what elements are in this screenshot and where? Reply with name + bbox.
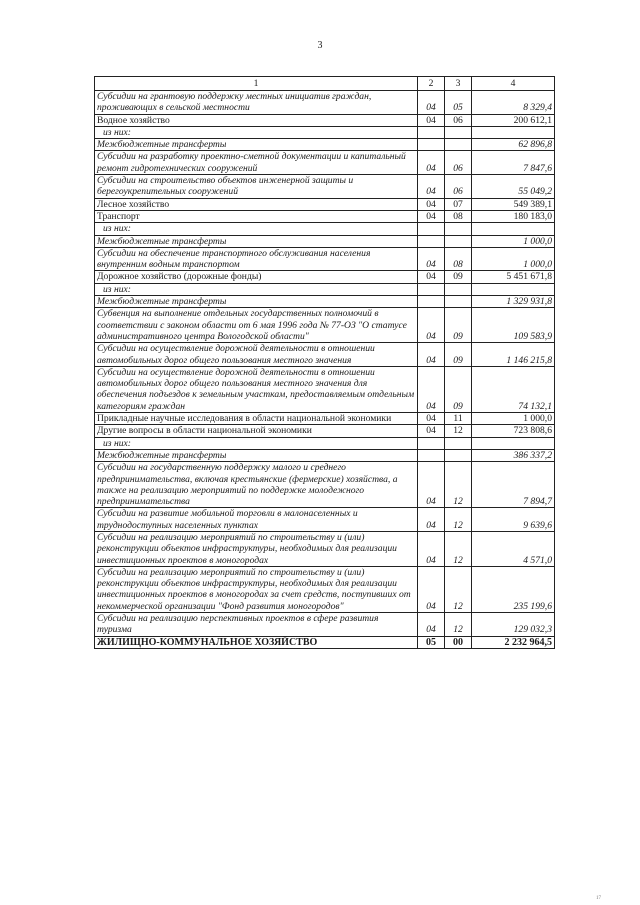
row-section-code: 05 bbox=[418, 636, 445, 648]
table-row bbox=[95, 531, 555, 566]
column-header: 3 bbox=[445, 77, 472, 91]
row-amount: 7 847,6 bbox=[472, 151, 555, 175]
table-body bbox=[95, 91, 555, 649]
row-section-code: 04 bbox=[418, 271, 445, 283]
row-amount: 1 146 215,8 bbox=[472, 343, 555, 367]
table-row bbox=[95, 126, 555, 138]
row-subsection-code: 06 bbox=[445, 114, 472, 126]
row-name: Субвенция на выполнение отдельных государственных полномочий в соответствии с законом области от 6 мая 1996 года № 77-ОЗ "О статусе административного центра Вологодской области" bbox=[95, 308, 418, 343]
page-number: 3 bbox=[317, 40, 323, 51]
table-row bbox=[95, 437, 555, 449]
row-section-code: 04 bbox=[418, 247, 445, 271]
row-section-code: 04 bbox=[418, 114, 445, 126]
row-amount: 109 583,9 bbox=[472, 308, 555, 343]
corner-mark: 17 bbox=[596, 896, 601, 901]
row-amount: 4 571,0 bbox=[472, 531, 555, 566]
row-amount: 386 337,2 bbox=[472, 449, 555, 461]
row-amount: 1 000,0 bbox=[472, 413, 555, 425]
row-amount: 1 000,0 bbox=[472, 235, 555, 247]
table-row bbox=[95, 366, 555, 412]
table-row bbox=[95, 413, 555, 425]
row-subsection-code: 09 bbox=[445, 343, 472, 367]
row-amount: 723 808,6 bbox=[472, 425, 555, 437]
row-subsection-code: 06 bbox=[445, 175, 472, 199]
table-row bbox=[95, 283, 555, 295]
row-name: Субсидии на грантовую поддержку местных инициатив граждан, проживающих в сельской местности bbox=[95, 91, 418, 115]
row-subsection-code: 09 bbox=[445, 366, 472, 412]
row-subsection-code bbox=[445, 296, 472, 308]
table-row bbox=[95, 296, 555, 308]
row-name: Субсидии на обеспечение транспортного обслуживания населения внутренним водным транспортом bbox=[95, 247, 418, 271]
row-subsection-code: 09 bbox=[445, 308, 472, 343]
row-amount bbox=[472, 437, 555, 449]
row-subsection-code: 12 bbox=[445, 462, 472, 508]
row-name: Субсидии на осуществление дорожной деятельности в отношении автомобильных дорог общего пользования местного значения bbox=[95, 343, 418, 367]
column-header: 2 bbox=[418, 77, 445, 91]
row-name: Водное хозяйство bbox=[95, 114, 418, 126]
row-name: Субсидии на реализацию мероприятий по строительству и (или) реконструкции объектов инфраструктуры, необходимых для реализации инвестиционных проектов в моногородах bbox=[95, 531, 418, 566]
table-row bbox=[95, 114, 555, 126]
table-row bbox=[95, 271, 555, 283]
row-amount: 7 894,7 bbox=[472, 462, 555, 508]
row-subsection-code: 05 bbox=[445, 91, 472, 115]
table-row bbox=[95, 210, 555, 222]
table-row bbox=[95, 223, 555, 235]
row-name-text: из них: bbox=[103, 126, 131, 138]
table-row bbox=[95, 198, 555, 210]
table-row bbox=[95, 636, 555, 648]
row-section-code: 04 bbox=[418, 425, 445, 437]
row-section-code bbox=[418, 437, 445, 449]
row-name: Субсидии на государственную поддержку малого и среднего предпринимательства, включая крестьянские (фермерские) хозяйства, а также на реализацию мероприятий по поддержке молодежного предпринимательства bbox=[95, 462, 418, 508]
row-amount: 129 032,3 bbox=[472, 613, 555, 637]
row-subsection-code: 09 bbox=[445, 271, 472, 283]
row-name: Транспорт bbox=[95, 210, 418, 222]
row-amount: 2 232 964,5 bbox=[472, 636, 555, 648]
row-section-code bbox=[418, 449, 445, 461]
row-subsection-code bbox=[445, 126, 472, 138]
table-row bbox=[95, 247, 555, 271]
table-row bbox=[95, 425, 555, 437]
row-amount: 549 389,1 bbox=[472, 198, 555, 210]
table-row bbox=[95, 175, 555, 199]
row-amount bbox=[472, 283, 555, 295]
row-name bbox=[95, 437, 418, 449]
row-subsection-code: 06 bbox=[445, 151, 472, 175]
row-section-code: 04 bbox=[418, 462, 445, 508]
row-section-code bbox=[418, 223, 445, 235]
row-name: Дорожное хозяйство (дорожные фонды) bbox=[95, 271, 418, 283]
row-amount: 5 451 671,8 bbox=[472, 271, 555, 283]
row-name: Субсидии на осуществление дорожной деятельности в отношении автомобильных дорог общего пользования местного значения для обеспечения подъездов к земельным участкам, предоставляемым отдельным категориям граждан bbox=[95, 366, 418, 412]
budget-table bbox=[94, 76, 555, 649]
table-header-row bbox=[95, 77, 555, 91]
table-row bbox=[95, 449, 555, 461]
row-subsection-code: 12 bbox=[445, 425, 472, 437]
row-subsection-code bbox=[445, 235, 472, 247]
row-name: Субсидии на разработку проектно-сметной документации и капитальный ремонт гидротехнических сооружений bbox=[95, 151, 418, 175]
row-name: Субсидии на реализацию перспективных проектов в сфере развития туризма bbox=[95, 613, 418, 637]
table-row bbox=[95, 566, 555, 612]
row-subsection-code bbox=[445, 449, 472, 461]
row-section-code: 04 bbox=[418, 175, 445, 199]
row-subsection-code: 00 bbox=[445, 636, 472, 648]
row-name bbox=[95, 126, 418, 138]
row-name: Межбюджетные трансферты bbox=[95, 139, 418, 151]
row-amount: 200 612,1 bbox=[472, 114, 555, 126]
row-name: Лесное хозяйство bbox=[95, 198, 418, 210]
row-name-text: из них: bbox=[103, 283, 131, 295]
column-header: 1 bbox=[95, 77, 418, 91]
row-amount: 62 896,8 bbox=[472, 139, 555, 151]
row-subsection-code: 12 bbox=[445, 531, 472, 566]
row-amount: 8 329,4 bbox=[472, 91, 555, 115]
row-section-code bbox=[418, 139, 445, 151]
row-subsection-code: 08 bbox=[445, 210, 472, 222]
row-subsection-code: 12 bbox=[445, 613, 472, 637]
row-amount: 74 132,1 bbox=[472, 366, 555, 412]
row-amount: 9 639,6 bbox=[472, 508, 555, 532]
row-section-code: 04 bbox=[418, 613, 445, 637]
row-subsection-code: 12 bbox=[445, 566, 472, 612]
row-subsection-code bbox=[445, 283, 472, 295]
table-row bbox=[95, 613, 555, 637]
row-amount: 1 329 931,8 bbox=[472, 296, 555, 308]
row-section-code: 04 bbox=[418, 531, 445, 566]
row-amount bbox=[472, 223, 555, 235]
table-row bbox=[95, 91, 555, 115]
table-row bbox=[95, 508, 555, 532]
table-row bbox=[95, 139, 555, 151]
row-name: Другие вопросы в области национальной экономики bbox=[95, 425, 418, 437]
row-section-code: 04 bbox=[418, 91, 445, 115]
row-name: ЖИЛИЩНО-КОММУНАЛЬНОЕ ХОЗЯЙСТВО bbox=[95, 636, 418, 648]
row-name: Межбюджетные трансферты bbox=[95, 296, 418, 308]
column-header: 4 bbox=[472, 77, 555, 91]
row-subsection-code: 07 bbox=[445, 198, 472, 210]
row-section-code: 04 bbox=[418, 508, 445, 532]
table-row bbox=[95, 235, 555, 247]
row-subsection-code: 12 bbox=[445, 508, 472, 532]
row-name: Прикладные научные исследования в области национальной экономики bbox=[95, 413, 418, 425]
row-name: Межбюджетные трансферты bbox=[95, 235, 418, 247]
row-section-code bbox=[418, 283, 445, 295]
row-section-code: 04 bbox=[418, 308, 445, 343]
row-subsection-code: 11 bbox=[445, 413, 472, 425]
row-amount bbox=[472, 126, 555, 138]
row-section-code bbox=[418, 235, 445, 247]
row-amount: 180 183,0 bbox=[472, 210, 555, 222]
row-name: Субсидии на строительство объектов инженерной защиты и берегоукрепительных сооружений bbox=[95, 175, 418, 199]
row-amount: 235 199,6 bbox=[472, 566, 555, 612]
row-name: Субсидии на реализацию мероприятий по строительству и (или) реконструкции объектов инфраструктуры, необходимых для реализации инвестиционных проектов в моногородах за счет средств, поступивших от некоммерческой организации "Фонд развития моногородов" bbox=[95, 566, 418, 612]
table-row bbox=[95, 151, 555, 175]
row-section-code bbox=[418, 126, 445, 138]
row-section-code: 04 bbox=[418, 366, 445, 412]
row-name: Межбюджетные трансферты bbox=[95, 449, 418, 461]
row-name-text: из них: bbox=[103, 437, 131, 449]
row-subsection-code bbox=[445, 437, 472, 449]
row-section-code: 04 bbox=[418, 198, 445, 210]
row-name bbox=[95, 223, 418, 235]
row-name bbox=[95, 283, 418, 295]
row-subsection-code bbox=[445, 139, 472, 151]
row-section-code: 04 bbox=[418, 343, 445, 367]
row-amount: 1 000,0 bbox=[472, 247, 555, 271]
table-row bbox=[95, 308, 555, 343]
row-name-text: из них: bbox=[103, 223, 131, 235]
row-subsection-code bbox=[445, 223, 472, 235]
row-name: Субсидии на развитие мобильной торговли в малонаселенных и труднодоступных населенных пунктах bbox=[95, 508, 418, 532]
row-section-code: 04 bbox=[418, 210, 445, 222]
row-amount: 55 049,2 bbox=[472, 175, 555, 199]
row-section-code: 04 bbox=[418, 413, 445, 425]
row-section-code: 04 bbox=[418, 151, 445, 175]
row-subsection-code: 08 bbox=[445, 247, 472, 271]
table-row bbox=[95, 462, 555, 508]
row-section-code: 04 bbox=[418, 566, 445, 612]
row-section-code bbox=[418, 296, 445, 308]
table-row bbox=[95, 343, 555, 367]
